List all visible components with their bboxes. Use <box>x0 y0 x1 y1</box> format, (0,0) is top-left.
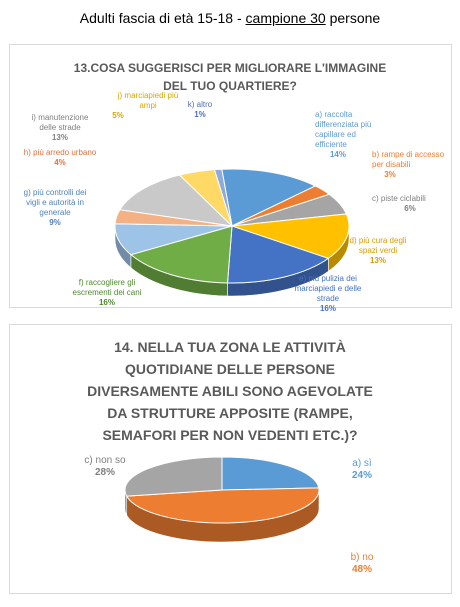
data-label-percent: 1% <box>194 110 206 119</box>
data-label-text: strade <box>316 294 340 303</box>
data-label <box>315 110 371 159</box>
chart-13-panel <box>9 44 452 313</box>
data-label-text: generale <box>39 208 71 217</box>
chart-title-line: 14. NELLA TUA ZONA LE ATTIVITÀ <box>114 339 346 355</box>
data-label-text: per disabili <box>372 160 411 169</box>
data-label <box>24 188 87 227</box>
data-label-percent: 5% <box>112 111 124 120</box>
data-label-text: d) più cura degli <box>349 236 407 245</box>
data-label-text: c) non so <box>84 455 126 466</box>
chart-title <box>74 61 386 93</box>
chart-title-line: 13.COSA SUGGERISCI PER MIGLIORARE L'IMMAGINE <box>73 61 387 75</box>
data-label <box>350 236 407 265</box>
data-label-text: spazi verdi <box>358 246 398 255</box>
data-label <box>188 100 213 119</box>
data-label <box>372 194 426 213</box>
data-label <box>73 278 142 307</box>
data-label-text: j) marciapiedi più <box>117 91 179 100</box>
chart-title-line: DEL TUO QUARTIERE? <box>163 79 297 93</box>
data-label-percent: 13% <box>369 256 387 265</box>
chart-title-line: QUOTIDIANE DELLE PERSONE <box>124 361 336 377</box>
data-label-percent: 16% <box>98 298 116 307</box>
data-label-percent: 14% <box>329 150 347 159</box>
pie-slice <box>125 457 222 496</box>
data-label-percent: 9% <box>49 218 61 227</box>
data-label-text: c) piste ciclabili <box>372 194 426 203</box>
data-label-text: marciapiedi e delle <box>294 284 362 293</box>
chart-14-svg <box>10 325 451 593</box>
chart-title-line: DIVERSAMENTE ABILI SONO AGEVOLATE <box>87 383 373 399</box>
data-label-percent: 24% <box>351 470 373 481</box>
page-header <box>0 10 460 26</box>
data-label-text: b) no <box>350 552 374 563</box>
data-label-text: ampi <box>139 101 157 110</box>
chart-title <box>87 339 373 443</box>
data-label-text: f) raccogliere gli <box>78 278 136 287</box>
data-label-text: escrementi dei cani <box>72 288 142 297</box>
data-label-text: i) manutenzione <box>31 113 89 122</box>
header-text-3: persone <box>325 10 381 26</box>
pie-slice <box>222 457 319 490</box>
data-label <box>32 113 89 142</box>
data-label-text: vigli e autorità in <box>26 198 84 207</box>
chart-title-line: DA STRUTTURE APPOSITE (RAMPE, <box>107 405 353 421</box>
chart-14-panel <box>9 324 452 594</box>
data-label <box>352 458 372 481</box>
data-label-text: g) più controlli dei <box>23 188 87 197</box>
data-label-percent: 6% <box>404 204 416 213</box>
data-label <box>372 150 445 179</box>
data-label-text: differenziata più <box>315 120 372 129</box>
data-label <box>112 91 178 120</box>
data-label-percent: 48% <box>351 564 373 575</box>
data-label-percent: 3% <box>384 170 396 179</box>
header-text-2: campione 30 <box>245 10 326 26</box>
data-label-text: a) raccolta <box>315 110 353 119</box>
data-label-text: h) più arredo urbano <box>23 148 97 157</box>
data-label-text: delle strade <box>39 123 81 132</box>
chart-13-svg <box>10 45 451 313</box>
data-label-text: efficiente <box>315 140 347 149</box>
data-label <box>84 455 126 478</box>
data-label-percent: 28% <box>94 467 116 478</box>
data-label <box>24 148 97 167</box>
data-label-percent: 4% <box>54 158 66 167</box>
data-label-text: k) altro <box>187 100 213 109</box>
pie-slices <box>125 457 319 523</box>
data-label-percent: 13% <box>51 133 69 142</box>
chart-title-line: SEMAFORI PER NON VEDENTI ETC.)? <box>102 427 358 443</box>
data-label-text: b) rampe di accesso <box>372 150 445 159</box>
header-text-1: Adulti fascia di età 15-18 - <box>79 10 246 26</box>
data-label-percent: 16% <box>319 304 337 313</box>
pie-slices <box>115 169 349 283</box>
data-label <box>351 552 374 575</box>
data-label-text: capillare ed <box>315 130 356 139</box>
data-label <box>295 274 362 313</box>
data-label-text: e) più pulizia dei <box>299 274 357 283</box>
data-label-text: a) sì <box>352 458 372 469</box>
